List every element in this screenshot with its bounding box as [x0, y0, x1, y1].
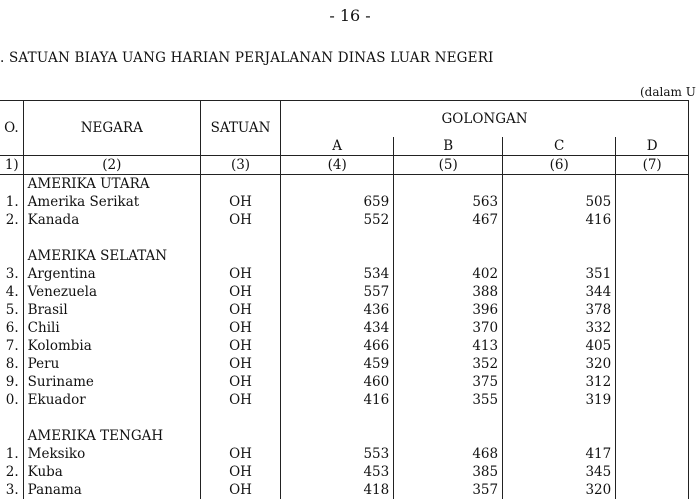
rate-group-a: 534 [281, 265, 394, 283]
rate-group-b: 468 [394, 445, 503, 463]
row-number: 6. [0, 319, 23, 337]
table-row [0, 193, 689, 211]
rate-group-a: 453 [281, 463, 394, 481]
country-name: Kuba [23, 463, 200, 481]
col-number-2: (2) [23, 156, 200, 175]
rate-group-a: 416 [281, 391, 394, 409]
rate-group-d [616, 355, 689, 373]
rate-group-a: 434 [281, 319, 394, 337]
empty-cell [0, 247, 23, 265]
rate-group-c: 505 [503, 193, 616, 211]
empty-cell [0, 229, 23, 247]
rate-group-d [616, 301, 689, 319]
rate-group-c: 405 [503, 337, 616, 355]
row-number: 5. [0, 301, 23, 319]
column-number-row [0, 156, 689, 175]
rate-group-b: 388 [394, 283, 503, 301]
row-number: 1. [0, 445, 23, 463]
empty-cell [281, 247, 394, 265]
unit-cell: OH [200, 445, 280, 463]
empty-cell [0, 409, 23, 427]
row-number: 8. [0, 355, 23, 373]
rate-group-c: 351 [503, 265, 616, 283]
rate-group-d [616, 391, 689, 409]
unit-cell: OH [200, 373, 280, 391]
col-number-1: 1) [0, 156, 23, 175]
empty-cell [616, 409, 689, 427]
rate-group-d [616, 265, 689, 283]
rate-group-b: 413 [394, 337, 503, 355]
table-row [0, 445, 689, 463]
daily-allowance-table [0, 100, 689, 499]
row-number: 4. [0, 283, 23, 301]
rate-group-d [616, 445, 689, 463]
country-name: Panama [23, 481, 200, 499]
col-number-5: (5) [394, 156, 503, 175]
blank-row [0, 409, 689, 427]
country-name: Venezuela [23, 283, 200, 301]
rate-group-b: 385 [394, 463, 503, 481]
table-row [0, 391, 689, 409]
region-name: AMERIKA TENGAH [23, 427, 200, 445]
table-row [0, 463, 689, 481]
rate-group-a: 553 [281, 445, 394, 463]
unit-cell: OH [200, 481, 280, 499]
header-golongan: GOLONGAN [281, 101, 689, 138]
empty-cell [616, 175, 689, 194]
rate-group-c: 378 [503, 301, 616, 319]
page-number: - 16 - [329, 6, 371, 25]
empty-cell [394, 229, 503, 247]
col-number-6: (6) [503, 156, 616, 175]
row-number: 3. [0, 265, 23, 283]
rate-group-b: 375 [394, 373, 503, 391]
rate-group-d [616, 283, 689, 301]
row-number: 9. [0, 373, 23, 391]
empty-cell [23, 229, 200, 247]
empty-cell [394, 175, 503, 194]
rate-group-d [616, 481, 689, 499]
table-row [0, 301, 689, 319]
rate-group-b: 402 [394, 265, 503, 283]
country-name: Chili [23, 319, 200, 337]
rate-group-a: 436 [281, 301, 394, 319]
header-negara: NEGARA [23, 101, 200, 156]
rate-group-b: 352 [394, 355, 503, 373]
rate-group-c: 312 [503, 373, 616, 391]
unit-cell: OH [200, 265, 280, 283]
table-row [0, 481, 689, 499]
header-group-d: D [616, 137, 689, 156]
table-row [0, 337, 689, 355]
header-group-b: B [394, 137, 503, 156]
rate-group-b: 355 [394, 391, 503, 409]
col-number-4: (4) [281, 156, 394, 175]
rate-group-c: 319 [503, 391, 616, 409]
rate-group-a: 459 [281, 355, 394, 373]
rate-group-a: 466 [281, 337, 394, 355]
country-name: Kolombia [23, 337, 200, 355]
empty-cell [0, 175, 23, 194]
rate-group-b: 357 [394, 481, 503, 499]
region-row [0, 247, 689, 265]
empty-cell [281, 175, 394, 194]
unit-cell: OH [200, 391, 280, 409]
region-row [0, 175, 689, 194]
blank-row [0, 229, 689, 247]
row-number: 2. [0, 211, 23, 229]
empty-cell [503, 247, 616, 265]
country-name: Meksiko [23, 445, 200, 463]
empty-cell [0, 427, 23, 445]
country-name: Ekuador [23, 391, 200, 409]
rate-group-c: 416 [503, 211, 616, 229]
rate-group-a: 659 [281, 193, 394, 211]
empty-cell [200, 427, 280, 445]
rate-group-c: 332 [503, 319, 616, 337]
country-name: Kanada [23, 211, 200, 229]
empty-cell [503, 409, 616, 427]
rate-group-a: 418 [281, 481, 394, 499]
empty-cell [281, 409, 394, 427]
table-row [0, 355, 689, 373]
rate-group-b: 467 [394, 211, 503, 229]
rate-group-d [616, 373, 689, 391]
rate-group-c: 344 [503, 283, 616, 301]
unit-cell: OH [200, 319, 280, 337]
unit-cell: OH [200, 283, 280, 301]
rate-group-d [616, 337, 689, 355]
empty-cell [503, 229, 616, 247]
empty-cell [200, 175, 280, 194]
empty-cell [200, 409, 280, 427]
rate-group-c: 320 [503, 481, 616, 499]
empty-cell [281, 229, 394, 247]
rate-group-d [616, 211, 689, 229]
header-row [0, 101, 689, 138]
unit-cell: OH [200, 193, 280, 211]
country-name: Suriname [23, 373, 200, 391]
row-number: 0. [0, 391, 23, 409]
table-row [0, 373, 689, 391]
empty-cell [394, 247, 503, 265]
unit-cell: OH [200, 463, 280, 481]
row-number: 3. [0, 481, 23, 499]
country-name: Amerika Serikat [23, 193, 200, 211]
header-group-c: C [503, 137, 616, 156]
country-name: Argentina [23, 265, 200, 283]
unit-cell: OH [200, 211, 280, 229]
table-row [0, 319, 689, 337]
unit-cell: OH [200, 301, 280, 319]
rate-group-d [616, 463, 689, 481]
empty-cell [200, 229, 280, 247]
rate-group-d [616, 319, 689, 337]
rate-group-d [616, 193, 689, 211]
rate-group-b: 370 [394, 319, 503, 337]
empty-cell [23, 409, 200, 427]
rate-group-a: 552 [281, 211, 394, 229]
header-satuan: SATUAN [200, 101, 280, 156]
unit-cell: OH [200, 355, 280, 373]
table-row [0, 211, 689, 229]
rate-group-c: 320 [503, 355, 616, 373]
row-number: 7. [0, 337, 23, 355]
rate-group-b: 396 [394, 301, 503, 319]
empty-cell [616, 247, 689, 265]
table-row [0, 283, 689, 301]
table-body [0, 175, 689, 500]
col-number-3: (3) [200, 156, 280, 175]
unit-note: (dalam U [640, 85, 696, 99]
unit-cell: OH [200, 337, 280, 355]
empty-cell [394, 427, 503, 445]
region-row [0, 427, 689, 445]
empty-cell [394, 409, 503, 427]
header-group-a: A [281, 137, 394, 156]
empty-cell [616, 229, 689, 247]
country-name: Brasil [23, 301, 200, 319]
country-name: Peru [23, 355, 200, 373]
region-name: AMERIKA SELATAN [23, 247, 200, 265]
rate-group-a: 460 [281, 373, 394, 391]
region-name: AMERIKA UTARA [23, 175, 200, 194]
rate-group-a: 557 [281, 283, 394, 301]
empty-cell [616, 427, 689, 445]
table-row [0, 265, 689, 283]
col-number-7: (7) [616, 156, 689, 175]
empty-cell [503, 427, 616, 445]
empty-cell [281, 427, 394, 445]
empty-cell [503, 175, 616, 194]
row-number: 1. [0, 193, 23, 211]
row-number: 2. [0, 463, 23, 481]
header-no: O. [0, 101, 23, 156]
document-title: . SATUAN BIAYA UANG HARIAN PERJALANAN DINAS LUAR NEGERI [0, 50, 494, 66]
rate-group-c: 345 [503, 463, 616, 481]
empty-cell [200, 247, 280, 265]
rate-group-c: 417 [503, 445, 616, 463]
rate-group-b: 563 [394, 193, 503, 211]
